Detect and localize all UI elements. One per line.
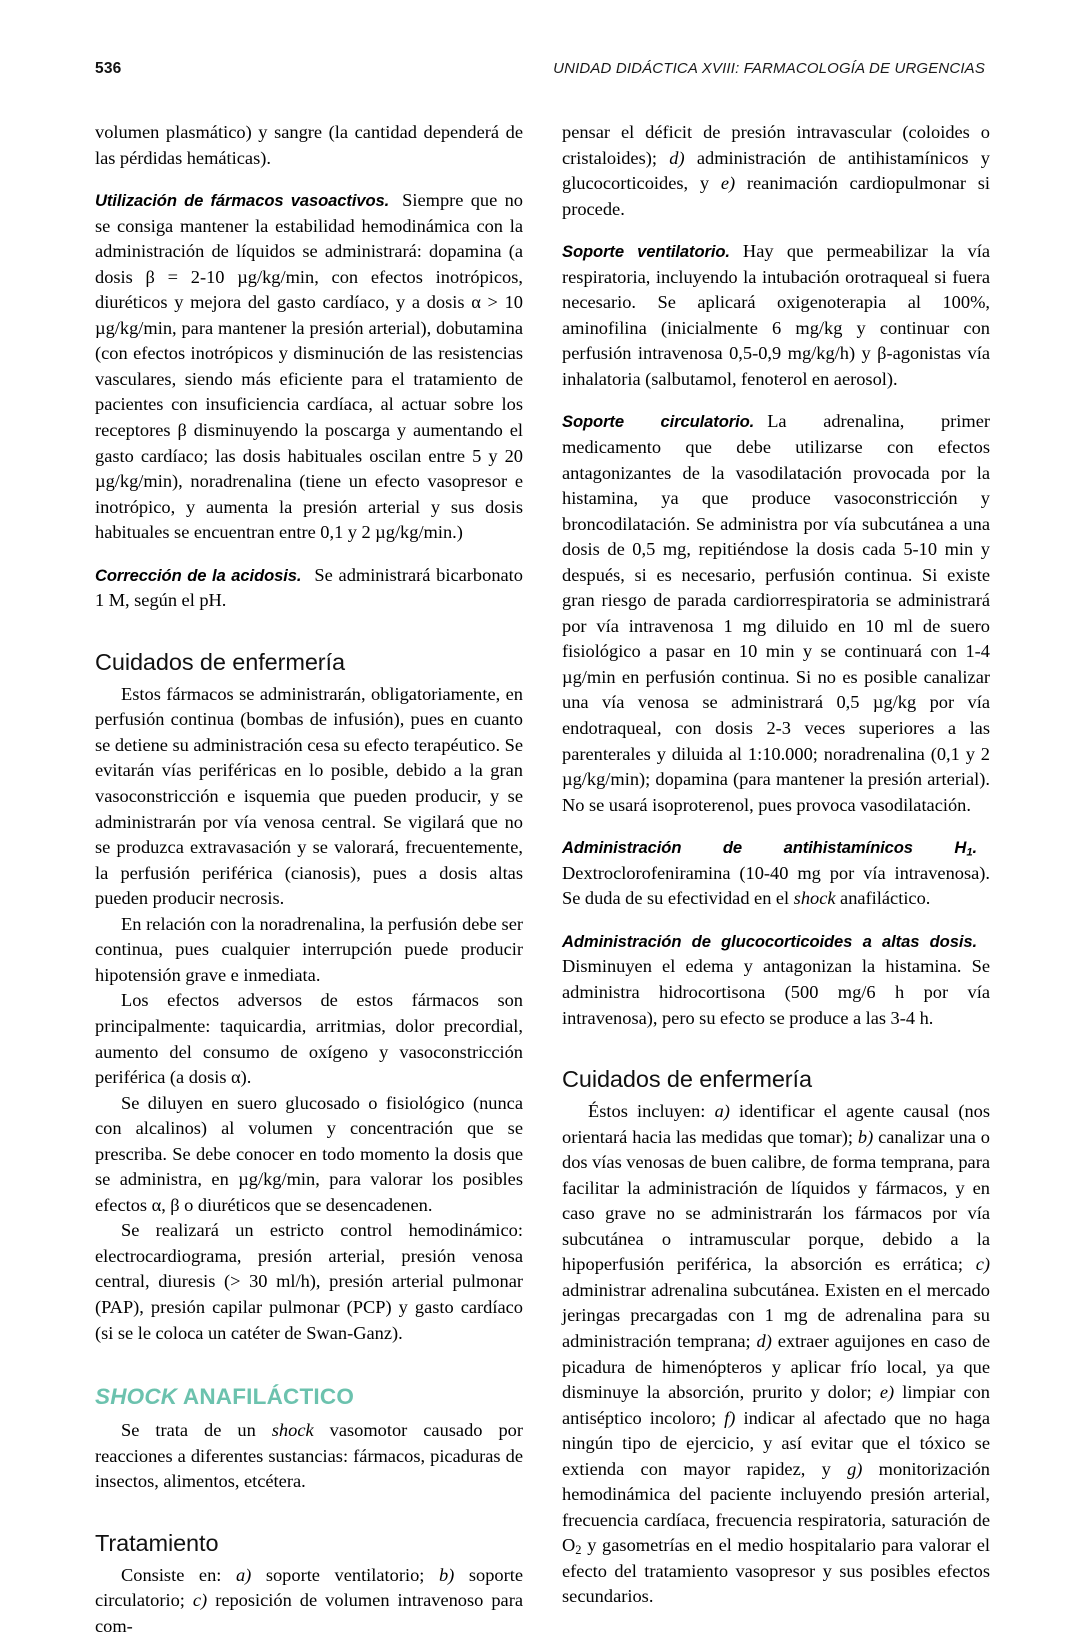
paragraph-text: Se realizará un estricto control hemodinámico: electrocardiograma, presión arterial, presión venosa central, diuresis (> 30 ml/h), presión arterial pulmonar (PAP), presión capilar pulmonar (PCP) y gasto cardíaco (si se le coloca un catéter de Swan-Ganz). — [95, 1220, 523, 1343]
paragraph-text: Los efectos adversos de estos fármacos son principalmente: taquicardia, arritmias, dolor precordial, aumento del consumo de oxígeno y vasoconstricción periférica (a dosis α). — [95, 990, 523, 1088]
paragraph-cuidados-lista — [562, 1099, 990, 1610]
paragraph-text: Se administrará bicarbonato 1 M, según el pH. — [95, 564, 523, 611]
list-marker-g: g) — [847, 1458, 863, 1479]
paragraph-text: soporte circulatorio; — [95, 1564, 523, 1611]
paragraph-text: anafiláctico. — [835, 888, 931, 909]
paragraph-text: Disminuyen el edema y antagonizan la histamina. Se administra hidrocortisona (500 mg/6 h por vía intravenosa), pero su efecto se produce a las 3-4 h. — [562, 956, 990, 1028]
paragraph-text: vasomotor causado por reacciones a diferentes sustancias: fármacos, picaduras de insectos, alimentos, etcétera. — [95, 1420, 523, 1492]
runin-heading-glucocorticoides: Administración de glucocorticoides a altas dosis. — [562, 931, 977, 951]
paragraph-text: En relación con la noradrenalina, la perfusión debe ser continua, pues cualquier interrupción puede producir hipotensión grave e inmediata. — [95, 913, 523, 985]
paragraph-text: administración de antihistamínicos y glucocorticoides, y — [562, 147, 990, 194]
list-marker-c: c) — [192, 1590, 208, 1611]
runin-heading-period: . — [972, 838, 977, 858]
paragraph-text: La adrenalina, primer medicamento que debe utilizarse con efectos antagonizantes de la vasodilatación provocada por la histamina, ya que produce vasoconstricción y broncodilatación. Se administra por vía subcutánea a una dosis de 0,5 mg, repitiéndose la dosis cada 5-10 min y después, si es necesario, perfusión continua. Si existe gran riesgo de parada cardiorrespiratoria se administrará por vía intravenosa 1 mg diluido en 10 ml de suero fisiológico a pasar en 10 min y se continuará con 1-4 µg/min en perfusión continua. Si no es posible canalizar una vía venosa se administrará 0,5 µg/kg por vía endotraqueal, con dosis 2-3 veces superiores a las parenterales y diluida al 1:10.000; noradrenalina (0,1 y 2 µg/kg/min); dopamina (para mantener la presión arterial). No se usará isoproterenol, pues provoca vasodilatación. — [562, 411, 990, 815]
paragraph-noradrenalina — [95, 912, 523, 989]
list-marker-d: d) — [669, 147, 685, 168]
two-column-body — [95, 120, 990, 1636]
list-marker-a: a) — [714, 1101, 730, 1122]
paragraph-vasoactivos — [95, 188, 523, 546]
paragraph-text: canalizar una o dos vías venosas de buen calibre, de forma temprana, para facilitar la administración de líquidos y fármacos, y en caso grave no se administrarán los fármacos por vía subcutánea o intramuscular porque, debido a la hipoperfusión periférica, la absorción es errática; — [562, 1126, 990, 1275]
subscript-o2: 2 — [575, 1543, 582, 1558]
paragraph-acidosis — [95, 563, 523, 614]
paragraph-antihistaminicos — [562, 835, 990, 912]
list-marker-c: c) — [975, 1254, 990, 1275]
runin-heading-vasoactivos: Utilización de fármacos vasoactivos. — [95, 191, 390, 211]
paragraph-text: Dextroclorofeniramina (10-40 mg por vía intravenosa). Se duda de su efectividad en el — [562, 862, 990, 909]
left-column — [95, 120, 523, 1636]
section-heading-cuidados-enfermeria-right: Cuidados de enfermería — [562, 1066, 812, 1093]
paragraph-text: reposición de volumen intravenoso para com- — [95, 1590, 523, 1636]
runin-heading-soporte-circulatorio: Soporte circulatorio. — [562, 412, 755, 432]
major-heading-shock-anafilactico — [95, 1382, 523, 1411]
section-heading-tratamiento: Tratamiento — [95, 1529, 219, 1556]
paragraph-farmacos-perfusion — [95, 682, 523, 912]
page-number: 536 — [95, 60, 122, 77]
paragraph-text: monitorización hemodinámica del paciente incluyendo presión arterial, frecuencia cardíaca, frecuencia respiratoria, saturación de O — [562, 1458, 990, 1556]
paragraph-text: indicar al afectado que no haga ningún tipo de ejercicio, y así evitar que el tóxico se extienda con mayor rapidez, y — [562, 1407, 990, 1479]
runin-heading-soporte-ventilatorio: Soporte ventilatorio. — [562, 242, 730, 262]
list-marker-e: e) — [720, 173, 736, 194]
paragraph-text: pensar el déficit de presión intravascular (coloides o cristaloides); — [562, 122, 990, 168]
paragraph-continuation-right — [562, 120, 990, 222]
paragraph-continuation — [95, 120, 523, 171]
major-heading-rest: ANAFILÁCTICO — [182, 1384, 355, 1410]
list-marker-a: a) — [235, 1564, 252, 1585]
list-marker-f: f) — [724, 1407, 736, 1428]
right-column — [562, 120, 990, 1607]
paragraph-text: Se trata de un — [121, 1420, 272, 1441]
list-marker-b: b) — [438, 1564, 455, 1585]
running-title: UNIDAD DIDÁCTICA XVIII: FARMACOLOGÍA DE URGENCIAS — [553, 60, 985, 77]
runin-heading-text: Administración de antihistamínicos H — [562, 838, 967, 858]
paragraph-text: Consiste en: — [121, 1564, 236, 1585]
paragraph-text: Siempre que no se consiga mantener la estabilidad hemodinámica con la administración de líquidos se administrará: dopamina (a dosis β = 2-10 µg/kg/min, con efectos inotrópicos, diuréticos y mejora del gasto cardíaco, y a dosis α > 10 µg/kg/min, para mantener la presión arterial), dobutamina (con efectos inotrópicos y disminución de las resistencias vasculares, siendo más eficiente para el tratamiento de pacientes con insuficiencia cardíaca, al actuar sobre los receptores β disminuyendo la poscarga y aumentando el gasto cardíaco; las dosis habituales oscilan entre 5 y 20 µg/kg/min), noradrenalina (tiene un efecto vasopresor e inotrópico, y aumenta la presión arterial y sus dosis habituales se encuentran entre 0,1 y 2 µg/kg/min.) — [95, 190, 523, 543]
major-heading-italic-part: SHOCK — [95, 1384, 178, 1410]
paragraph-text: extraer aguijones en caso de picadura de himenópteros y aplicar frío local, ya que disminuye la absorción, prurito y dolor; — [562, 1330, 990, 1403]
paragraph-definicion-shock — [95, 1418, 523, 1495]
paragraph-glucocorticoides — [562, 929, 990, 1031]
emphasis-shock: shock — [271, 1420, 314, 1441]
paragraph-text: Se diluyen en suero glucosado o fisiológico (nunca con alcalinos) al volumen y concentración que se prescriba. Se debe conocer en todo momento la dosis que se administra, en µg/kg/min, para valorar los posibles efectos α, β o diuréticos que se desencadenen. — [95, 1092, 523, 1215]
running-head — [95, 60, 985, 86]
list-marker-e: e) — [879, 1382, 895, 1403]
paragraph-text: y gasometrías en el medio hospitalario para valorar el efecto del tratamiento vasopresor y sus posibles efectos secundarios. — [562, 1535, 990, 1607]
paragraph-text: Éstos incluyen: — [588, 1101, 715, 1122]
paragraph-soporte-ventilatorio — [562, 239, 990, 392]
runin-heading-antihistaminicos — [562, 838, 977, 857]
paragraph-text: Estos fármacos se administrarán, obligatoriamente, en perfusión continua (bombas de infusión), pues en cuanto se detiene su administración cesa su efecto terapéutico. Se evitarán vías periféricas en lo posible, debido a la gran vasoconstricción e isquemia que pueden producir, y se administrarán por vía venosa central. Se vigilará que no se produzca extravasación y se valorará, frecuentemente, la perfusión periférica (cianosis), pues a dosis altas pueden producir necrosis. — [95, 683, 523, 909]
paragraph-text: volumen plasmático) y sangre (la cantidad dependerá de las pérdidas hemáticas). — [95, 122, 523, 168]
paragraph-control-hemodinamico — [95, 1218, 523, 1346]
paragraph-efectos-adversos — [95, 988, 523, 1090]
list-marker-b: b) — [857, 1126, 874, 1147]
paragraph-dilucion — [95, 1091, 523, 1219]
list-marker-d: d) — [756, 1330, 772, 1351]
paragraph-text: reanimación cardiopulmonar si procede. — [562, 173, 990, 219]
paragraph-text: limpiar con antiséptico incoloro; — [562, 1382, 990, 1428]
runin-heading-acidosis: Corrección de la acidosis. — [95, 565, 302, 585]
paragraph-tratamiento-lista — [95, 1563, 523, 1639]
paragraph-text: soporte ventilatorio; — [251, 1564, 439, 1585]
section-heading-cuidados-enfermeria-left: Cuidados de enfermería — [95, 648, 345, 675]
subscript-h1: 1 — [966, 846, 973, 859]
paragraph-text: Hay que permeabilizar la vía respiratoria, incluyendo la intubación orotraqueal si fuera necesario. Se aplicará oxigenoterapia al 100%, aminofilina (inicialmente 6 mg/kg y continuar con perfusión intravenosa 0,5-0,9 mg/kg/h) y β-agonistas vía inhalatoria (salbutamol, fenoterol en aerosol). — [562, 241, 990, 389]
paragraph-text: administrar adrenalina subcutánea. Existen en el mercado jeringas precargadas con 1 mg de adrenalina para su administración temprana; — [562, 1279, 990, 1351]
paragraph-text: identificar el agente causal (nos orientará hacia las medidas que tomar); — [562, 1101, 990, 1147]
paragraph-soporte-circulatorio — [562, 409, 990, 818]
emphasis-shock: shock — [793, 888, 836, 909]
